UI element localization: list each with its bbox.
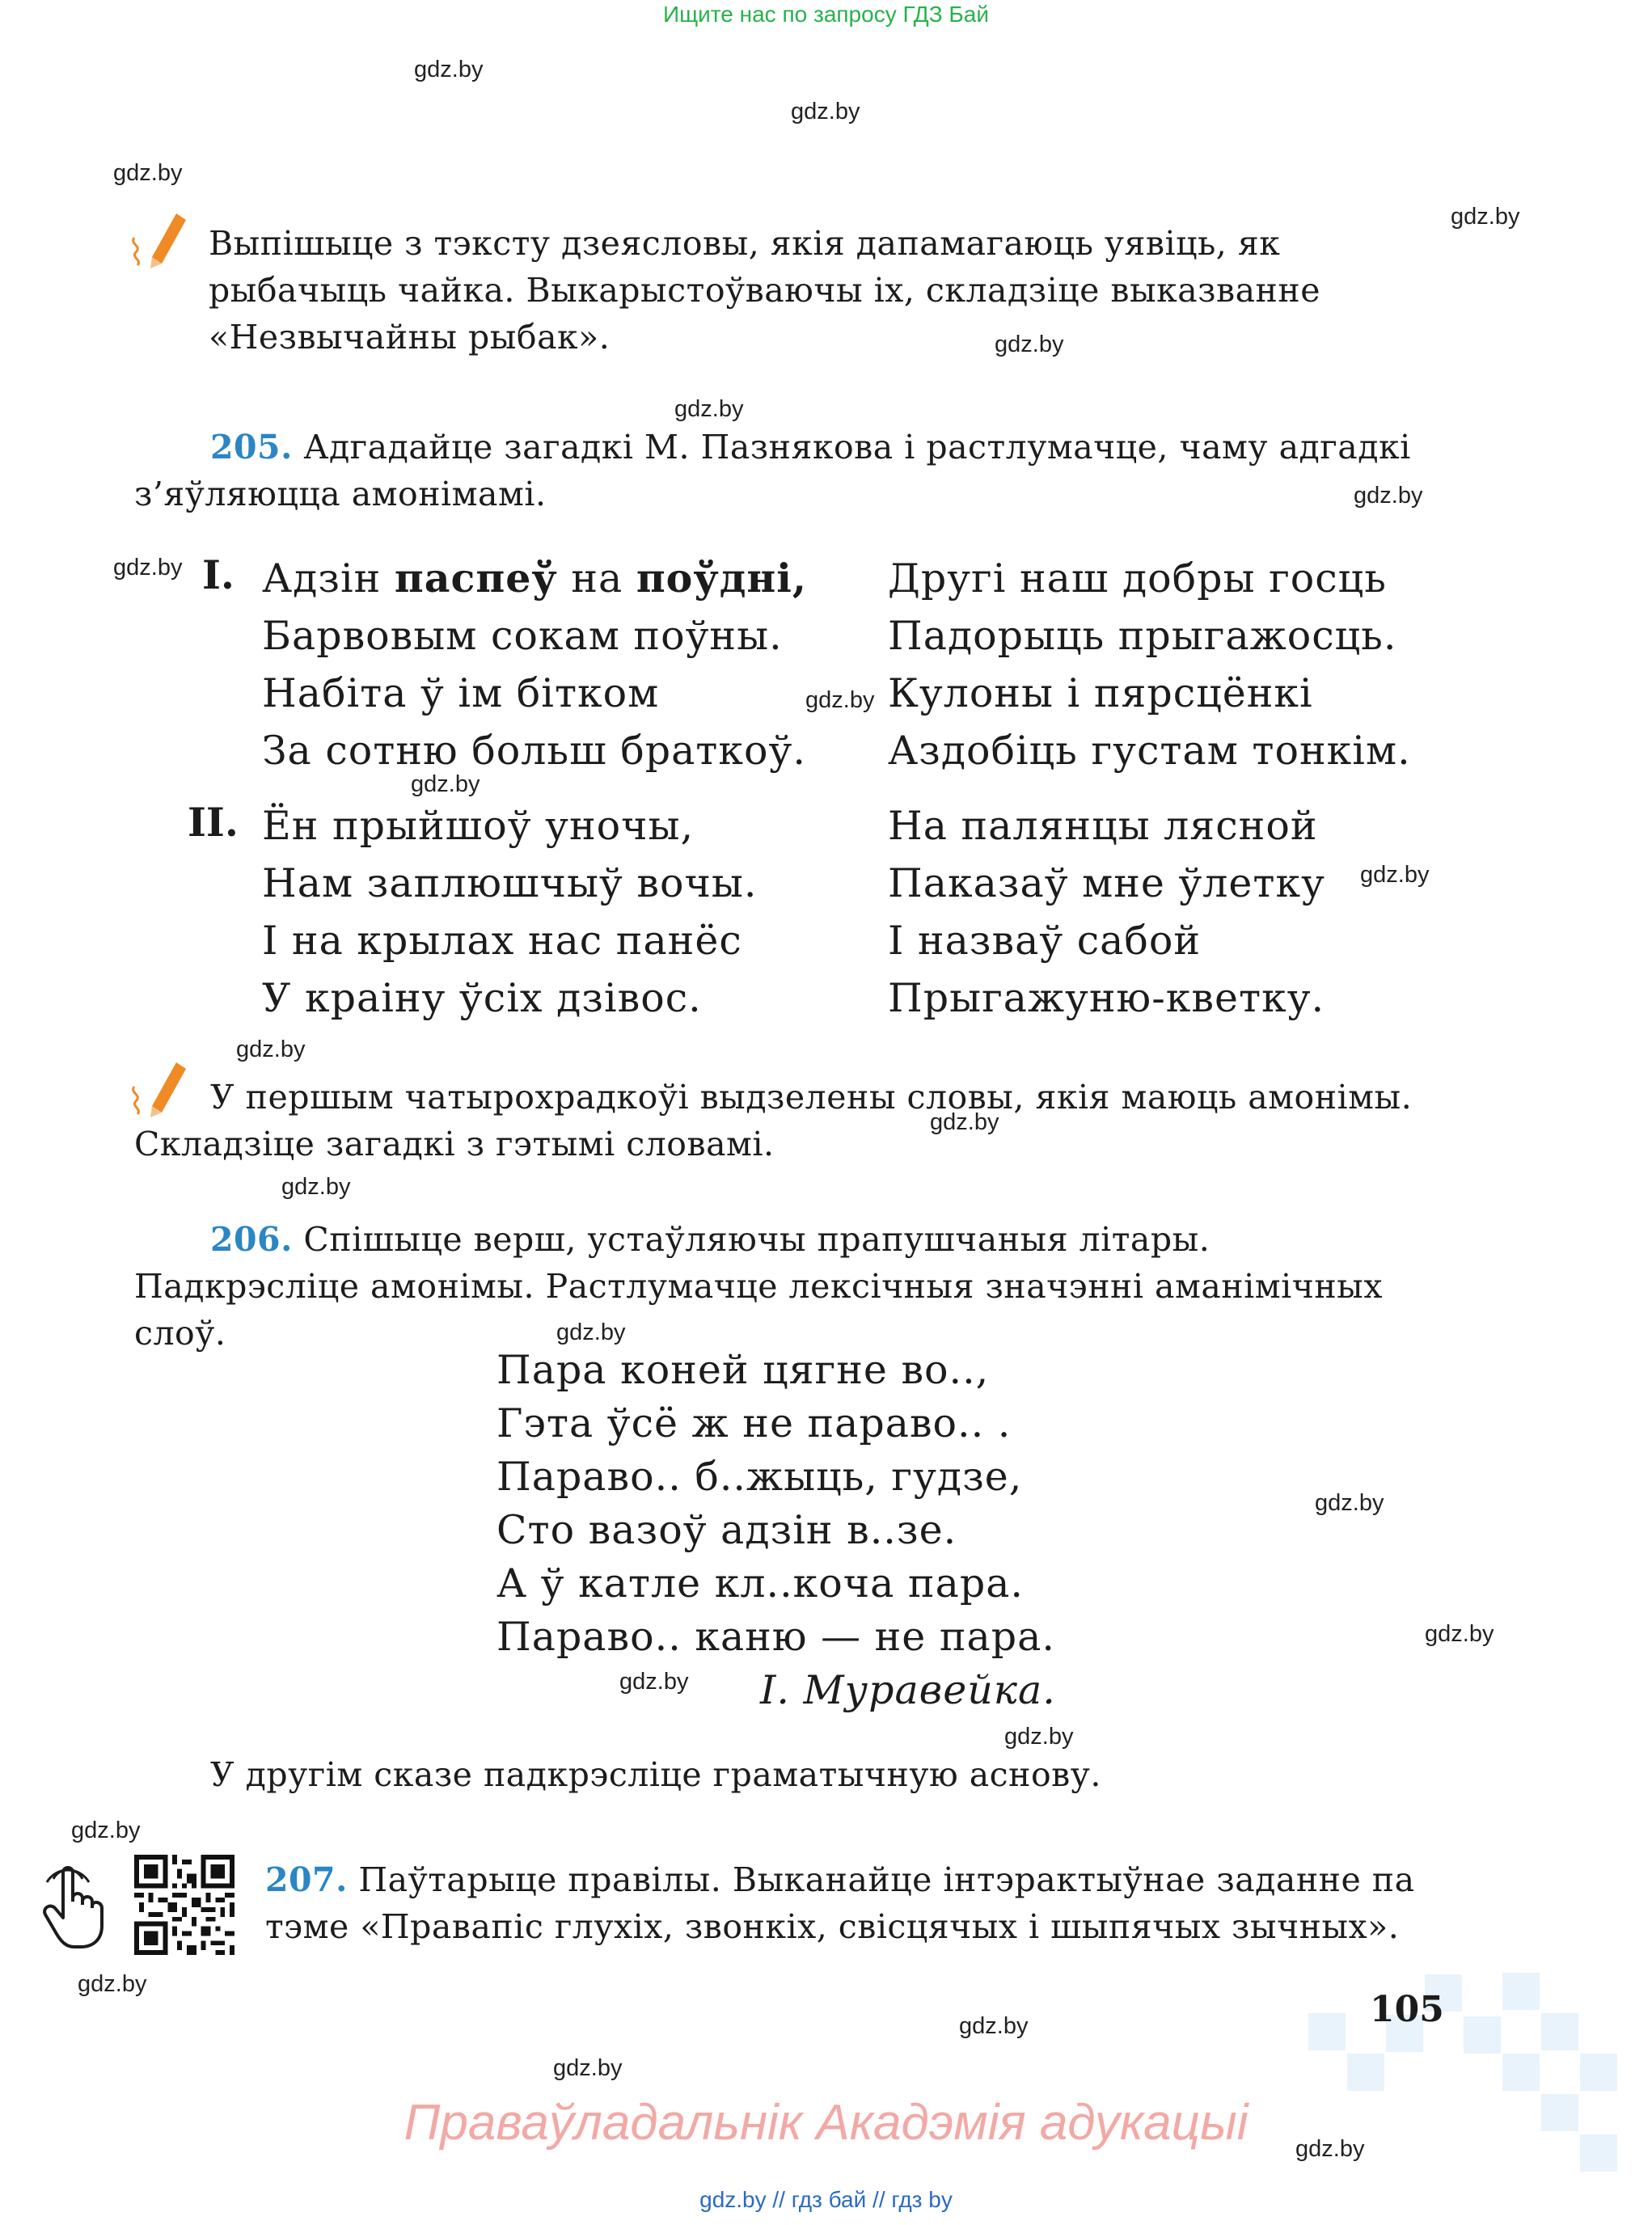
watermark: gdz.by <box>995 331 1064 357</box>
watermark: gdz.by <box>1295 2136 1365 2162</box>
task-206-note: У другім сказе падкрэсліце граматычную аснову. <box>210 1755 1101 1794</box>
watermark: gdz.by <box>411 771 480 797</box>
decor-square <box>1541 2013 1578 2050</box>
riddle-text: , <box>792 555 807 602</box>
exercise-text: Адгадайце загадкі М. Пазнякова і растлумачце, чаму адгадкі з’яўляюцца амонімамі. <box>134 428 1411 513</box>
exercise-number: 205. <box>210 428 293 467</box>
riddle-line: За сотню больш браткоў. <box>262 728 806 774</box>
watermark: gdz.by <box>930 1109 999 1135</box>
watermark: gdz.by <box>1360 862 1430 888</box>
riddle-line: Кулоны і пярсцёнкі <box>888 670 1313 716</box>
riddle-line: І на крылах нас панёс <box>262 918 742 964</box>
riddle-1-right <box>888 550 1411 779</box>
watermark: gdz.by <box>1425 1621 1494 1647</box>
watermark: gdz.by <box>113 160 183 186</box>
poem-line: Параво.. каню — не пара. <box>496 1614 1055 1660</box>
task-note-2 <box>134 1074 1444 1167</box>
decor-square <box>1464 2016 1501 2054</box>
watermark: gdz.by <box>414 57 484 82</box>
watermark: gdz.by <box>71 1818 141 1843</box>
exercise-text: Паўтарыце правілы. Выканайце інтэрактыўнае заданне па тэме «Правапіс глухіх, звонкіх, свісцячых і шыпячых зычных». <box>265 1860 1415 1946</box>
riddle-1-left <box>262 550 807 779</box>
riddle-line: Другі наш добры госць <box>888 555 1387 602</box>
riddle-line <box>262 550 807 607</box>
exercise-number: 207. <box>265 1860 348 1899</box>
exercise-207 <box>265 1856 1444 1950</box>
watermark: gdz.by <box>1315 1490 1384 1516</box>
watermark: gdz.by <box>556 1319 626 1345</box>
task-note-2-text: У першым чатырохрадкоўі выдзелены словы, якія маюць амонімы. Складзіце загадкі з гэтымі словамі. <box>134 1078 1413 1163</box>
qr-code-icon[interactable] <box>134 1855 234 1955</box>
watermark: gdz.by <box>553 2055 623 2081</box>
riddle-line: У краіну ўсіх дзівос. <box>262 975 702 1021</box>
riddle-line: Ён прыйшоў уночы, <box>262 803 695 849</box>
highlighted-word: паспеў <box>394 555 558 602</box>
watermark: gdz.by <box>1451 204 1520 230</box>
watermark: gdz.by <box>78 1971 147 1997</box>
exercise-206 <box>134 1216 1444 1357</box>
riddle-text: Адзін <box>262 555 395 602</box>
poem-line: Гэта ўсё ж не параво.. . <box>496 1400 1012 1446</box>
riddle-line: Набіта ў ім бітком <box>262 670 660 716</box>
decor-square <box>1308 2013 1346 2050</box>
exercise-number: 206. <box>210 1220 293 1259</box>
poem-206 <box>496 1344 1055 1664</box>
watermark: gdz.by <box>281 1174 351 1200</box>
footer-links[interactable]: gdz.by // гдз бай // гдз by <box>699 2187 953 2212</box>
watermark: gdz.by <box>113 555 183 581</box>
watermark: gdz.by <box>805 687 875 713</box>
riddle-line: Падорыць прыгажосць. <box>888 613 1397 659</box>
decor-square <box>1580 2054 1617 2091</box>
poem-author: І. Муравейка. <box>760 1667 1056 1713</box>
riddle-line: На палянцы лясной <box>888 803 1318 849</box>
page-number: 105 <box>1370 1989 1444 2030</box>
poem-line: А ў катле кл..коча пара. <box>496 1560 1024 1606</box>
riddle-line: Прыгажуню-кветку. <box>888 975 1325 1021</box>
watermark: gdz.by <box>1354 483 1423 509</box>
decor-square <box>1502 1973 1540 2010</box>
task-note-1 <box>209 220 1446 361</box>
riddle-2-left <box>262 797 757 1027</box>
riddle-line: Паказаў мне ўлетку <box>888 860 1325 906</box>
decor-square <box>1347 2054 1384 2091</box>
watermark: gdz.by <box>236 1037 306 1062</box>
watermark: gdz.by <box>674 396 744 422</box>
watermark: gdz.by <box>619 1669 689 1695</box>
riddle-line: Аздобіць густам тонкім. <box>888 728 1411 774</box>
riddle-line: І назваў сабой <box>888 918 1202 964</box>
exercise-text: Спішыце верш, устаўляючы прапушчаныя літары. Падкрэсліце амонімы. Растлумачце лексічныя значэнні аманімічных слоў. <box>134 1220 1383 1353</box>
riddle-line: Нам заплюшчыў вочы. <box>262 860 758 906</box>
poem-line: Пара коней цягне во.., <box>496 1347 990 1393</box>
tap-hand-icon[interactable] <box>40 1861 107 1950</box>
poem-line: Параво.. б..жыць, гудзе, <box>496 1454 1023 1500</box>
riddle-line: Барвовым сокам поўны. <box>262 613 783 659</box>
watermark: gdz.by <box>791 99 860 125</box>
copyright-notice: Праваўладальнік Акадэмія адукацыі <box>403 2095 1249 2151</box>
pencil-icon <box>128 207 191 270</box>
exercise-205 <box>134 424 1444 517</box>
riddle-number-1: I. <box>202 551 234 598</box>
task-note-1-text: Выпішыце з тэксту дзеясловы, якія дапамагаюць уявіць, як рыбачыць чайка. Выкарыстоўваючы іх, складзіце выказванне «Незвычайны рыбак». <box>209 224 1320 357</box>
watermark: gdz.by <box>959 2013 1029 2039</box>
decor-square <box>1502 2054 1540 2091</box>
highlighted-word: поўдні <box>636 555 792 602</box>
riddle-text: на <box>557 555 636 602</box>
watermark: gdz.by <box>1004 1724 1074 1750</box>
riddle-2-right <box>888 797 1325 1027</box>
top-banner[interactable]: Ищите нас по запросу ГДЗ Бай <box>662 2 990 27</box>
poem-line: Сто вазоў адзін в..зе. <box>496 1507 957 1553</box>
riddle-number-2: II. <box>188 799 239 846</box>
